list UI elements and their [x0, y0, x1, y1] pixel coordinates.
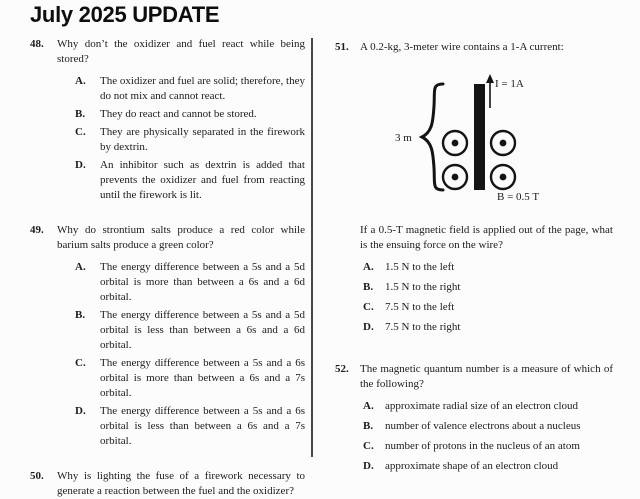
question-49: [30, 223, 305, 449]
option-letter: C.: [75, 126, 86, 138]
option-letter: C.: [363, 301, 374, 313]
question-51: [335, 40, 613, 335]
option-d: [363, 320, 613, 335]
question-number: 48.: [30, 38, 44, 50]
option-d: [363, 459, 613, 474]
option-b: [363, 419, 613, 434]
current-label: I = 1A: [495, 78, 524, 90]
question-text: Why is lighting the fuse of a firework necessary to generate a reaction between the fuel and the oxidizer?: [57, 470, 305, 497]
option-text: approximate shape of an electron cloud: [385, 460, 559, 472]
left-column: [30, 37, 305, 499]
option-text: They do react and cannot be stored.: [100, 108, 257, 120]
option-letter: D.: [363, 321, 374, 333]
option-letter: D.: [75, 405, 86, 417]
question-50: [30, 469, 305, 499]
option-c: [75, 125, 305, 155]
option-text: The energy difference between a 5s and a 5d orbital is less than between a 6s and a 6d orbital.: [100, 309, 305, 351]
field-out-of-page-icon: [443, 165, 467, 189]
option-letter: B.: [363, 420, 374, 432]
option-b: [75, 308, 305, 353]
option-letter: D.: [75, 159, 86, 171]
option-text: 7.5 N to the left: [385, 301, 455, 313]
option-c: [363, 300, 613, 315]
option-text: The energy difference between a 5s and a 6s orbital is more than between a 6s and a 7s orbital.: [100, 357, 305, 399]
option-letter: C.: [363, 440, 374, 452]
option-b: [75, 107, 305, 122]
field-out-of-page-icon: [491, 131, 515, 155]
option-c: [363, 439, 613, 454]
option-letter: D.: [363, 460, 374, 472]
question-48: [30, 37, 305, 203]
option-letter: B.: [75, 108, 86, 120]
question-text: A 0.2-kg, 3-meter wire contains a 1-A current:: [360, 41, 564, 53]
length-brace: [422, 84, 443, 190]
column-divider: [311, 38, 313, 457]
question-text-continued: If a 0.5-T magnetic field is applied out of the page, what is the ensuing force on the wire?: [360, 224, 613, 251]
question-number: 49.: [30, 224, 44, 236]
option-a: [75, 74, 305, 104]
question-number: 52.: [335, 363, 349, 375]
answer-options: [335, 399, 613, 474]
option-text: 7.5 N to the right: [385, 321, 461, 333]
option-d: [75, 404, 305, 449]
right-column: [335, 40, 613, 474]
answer-options: [335, 260, 613, 335]
question-text: The magnetic quantum number is a measure of which of the following?: [360, 363, 613, 390]
page-title: July 2025 UPDATE: [30, 2, 220, 27]
option-a: [363, 399, 613, 414]
option-text: approximate radial size of an electron cloud: [385, 400, 579, 412]
option-text: The energy difference between a 5s and a 6s orbital is less than between a 6s and a 7s orbital.: [100, 405, 305, 447]
question-52: [335, 362, 613, 474]
option-letter: A.: [75, 261, 86, 273]
wire-current-diagram: [385, 72, 610, 204]
question-text: Why don’t the oxidizer and fuel react while being stored?: [57, 38, 305, 65]
option-text: 1.5 N to the left: [385, 261, 455, 273]
field-label: B = 0.5 T: [497, 191, 540, 203]
option-text: The oxidizer and fuel are solid; therefore, they do not mix and cannot react.: [100, 75, 305, 102]
question-text: Why do strontium salts produce a red color while barium salts produce a green color?: [57, 224, 305, 251]
option-text: The energy difference between a 5s and a 5d orbital is more than between a 6s and a 6d orbital.: [100, 261, 305, 303]
option-letter: A.: [363, 261, 374, 273]
question-number: 50.: [30, 470, 44, 482]
option-letter: A.: [75, 75, 86, 87]
field-out-of-page-icon: [491, 165, 515, 189]
option-letter: A.: [363, 400, 374, 412]
length-label: 3 m: [395, 132, 412, 144]
question-number: 51.: [335, 41, 349, 53]
option-a: [363, 260, 613, 275]
option-text: number of protons in the nucleus of an atom: [385, 440, 580, 452]
option-c: [75, 356, 305, 401]
option-d: [75, 158, 305, 203]
option-text: 1.5 N to the right: [385, 281, 461, 293]
option-a: [75, 260, 305, 305]
answer-options: [30, 260, 305, 449]
answer-options: [30, 74, 305, 203]
field-out-of-page-icon: [443, 131, 467, 155]
option-letter: B.: [363, 281, 374, 293]
option-letter: B.: [75, 309, 86, 321]
option-text: They are physically separated in the firework by dextrin.: [100, 126, 305, 153]
wire-bar: [474, 84, 485, 190]
option-text: An inhibitor such as dextrin is added that prevents the oxidizer and fuel from reacting until the firework is lit.: [100, 159, 305, 201]
option-letter: C.: [75, 357, 86, 369]
current-arrowhead-icon: [486, 74, 494, 83]
option-b: [363, 280, 613, 295]
option-text: number of valence electrons about a nucleus: [385, 420, 581, 432]
